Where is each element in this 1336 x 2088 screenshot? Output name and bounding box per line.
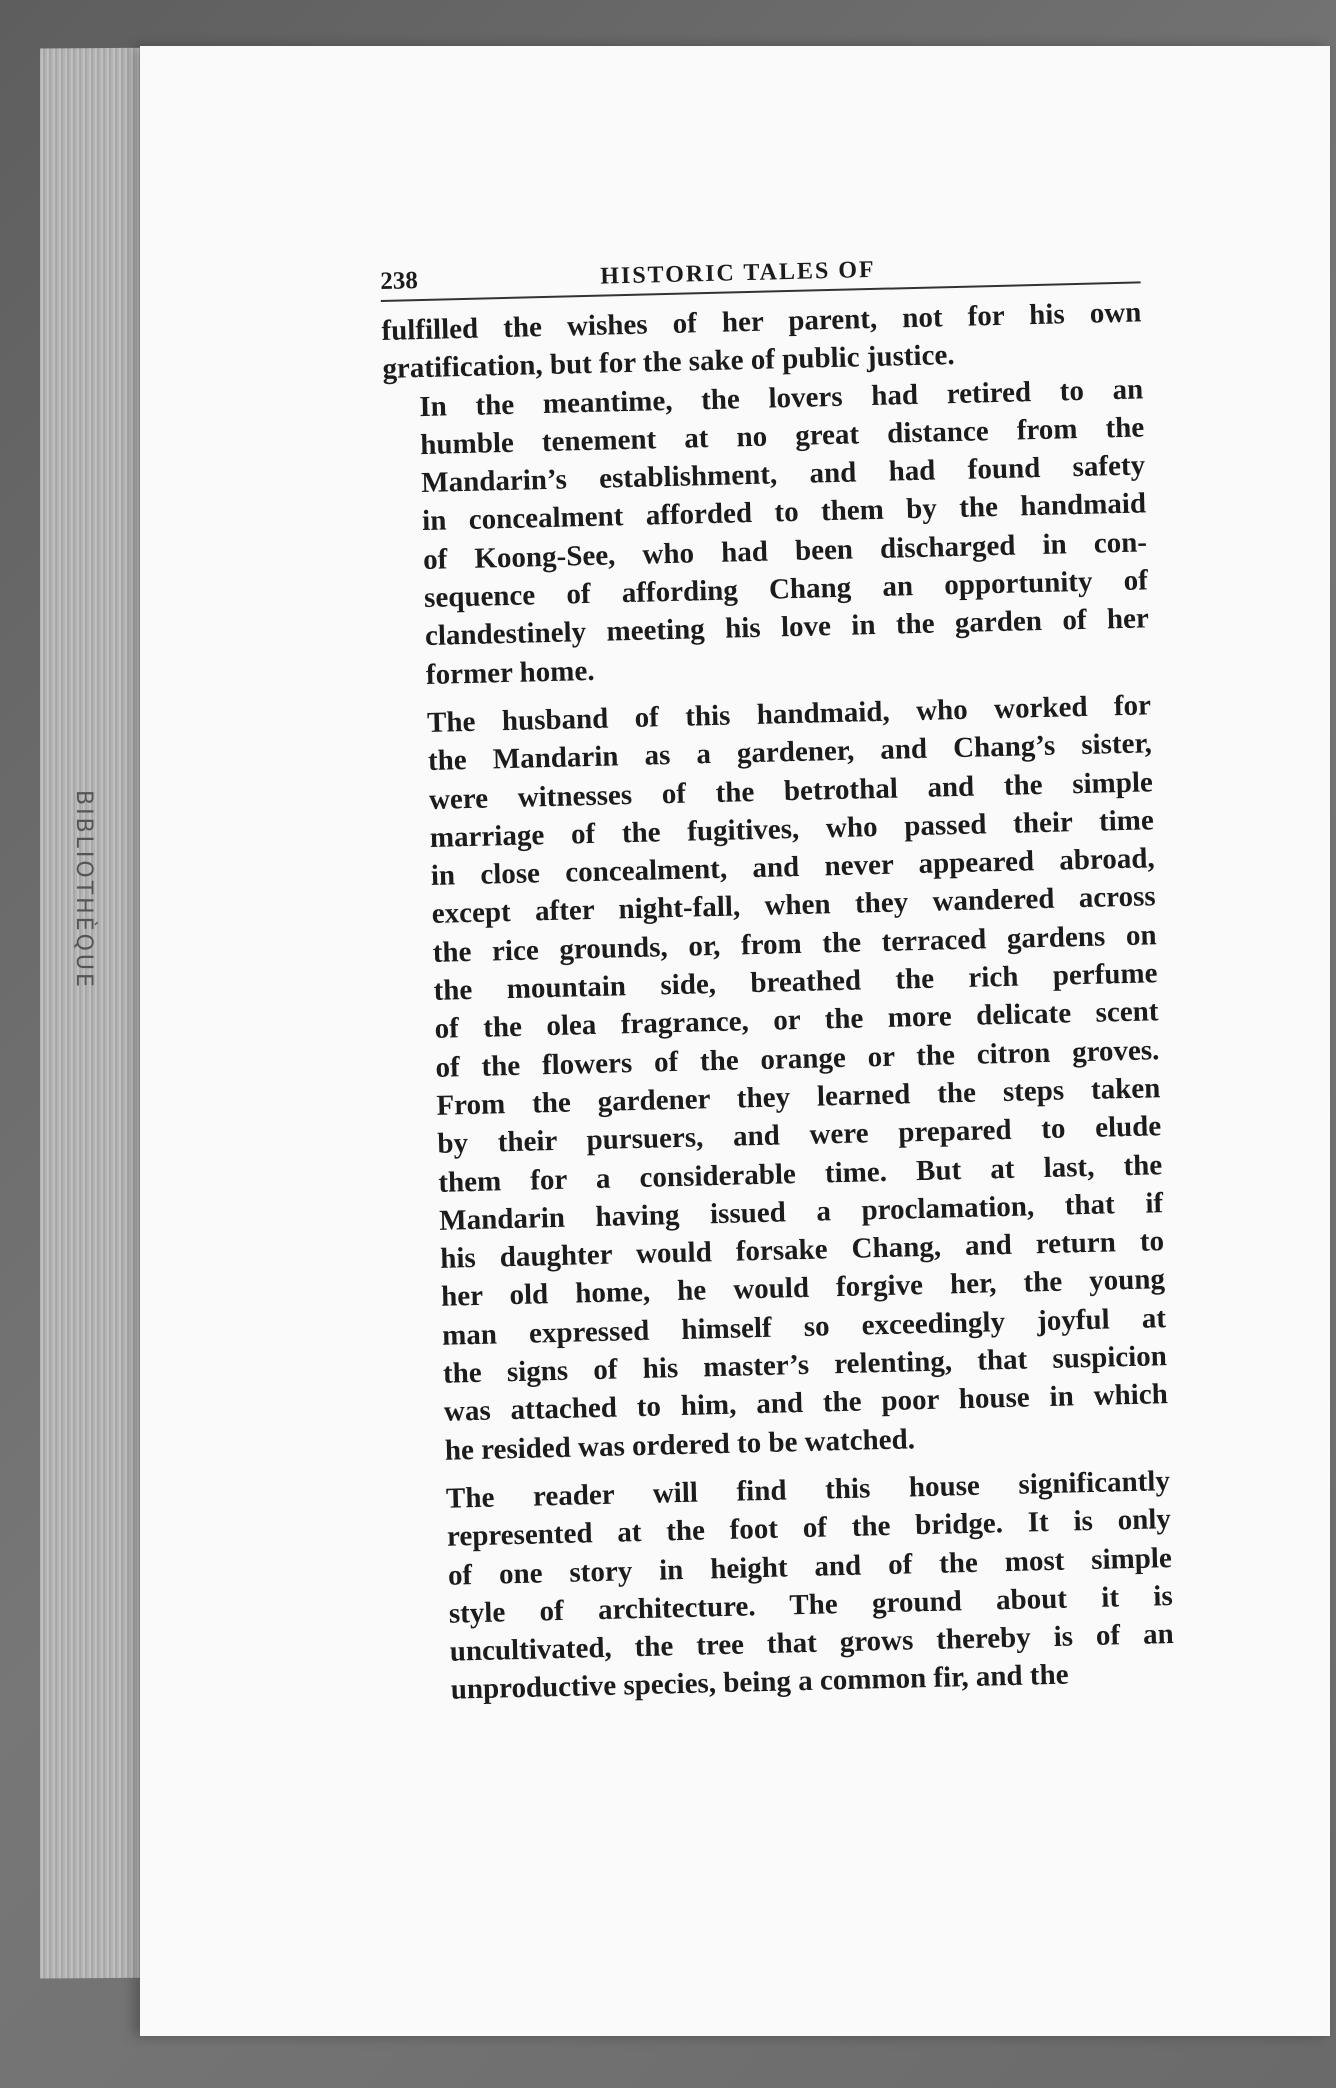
text-line: were witnesses of the betrothal and the simple bbox=[428, 765, 1154, 816]
text-line: man expressed himself so exceedingly joyful at bbox=[441, 1301, 1167, 1352]
text-line: by their pursuers, and were prepared to elude bbox=[437, 1110, 1162, 1161]
text-line: the rice grounds, or, from the terraced gardens on bbox=[432, 918, 1157, 969]
text-line: the signs of his master’s relenting, that suspicion bbox=[442, 1340, 1168, 1390]
text-line: marriage of the fugitives, who passed their time bbox=[429, 804, 1155, 854]
text-line: style of architecture. The ground about it is bbox=[448, 1579, 1174, 1630]
text-line: former home. bbox=[425, 654, 595, 691]
text-line: was attached to him, and the poor house in which bbox=[443, 1378, 1169, 1429]
text-line: them for a considerable time. But at last, the bbox=[437, 1148, 1163, 1199]
text-line: uncultivated, the tree that grows thereby is of an bbox=[449, 1618, 1175, 1668]
text-line: except after night-fall, when they wandered across bbox=[431, 880, 1156, 931]
text-line: unproductive species, being a common fir, and the bbox=[450, 1658, 1069, 1707]
text-line: The reader will find this house significantly bbox=[445, 1464, 1171, 1515]
paragraph-2 bbox=[383, 370, 1150, 695]
text-line: the mountain side, breathed the rich perfume bbox=[433, 957, 1158, 1007]
text-line: The husband of this handmaid, who worked for bbox=[426, 689, 1152, 739]
text-line: the Mandarin as a gardener, and Chang’s sister, bbox=[427, 727, 1153, 778]
text-line: From the gardener they learned the steps taken bbox=[436, 1072, 1161, 1122]
paragraph-3 bbox=[391, 686, 1169, 1470]
text-line: humble tenement at no great distance from the bbox=[419, 411, 1145, 461]
running-head: HISTORIC TALES OF bbox=[599, 256, 876, 290]
text-line: sequence of affording Chang an opportunity of bbox=[423, 564, 1149, 615]
text-line: Mandarin’s establishment, and had found safety bbox=[420, 449, 1146, 500]
text-line: fulfilled the wishes of her parent, not for his own bbox=[381, 296, 1142, 347]
text-line: in close concealment, and never appeared abroad, bbox=[430, 842, 1156, 893]
library-stamp: BIBLIOTHÈQUE bbox=[71, 790, 96, 990]
text-line: clandestinely meeting his love in the garden of her bbox=[424, 602, 1150, 653]
text-line: his daughter would forsake Chang, and return to bbox=[439, 1225, 1165, 1275]
text-line: represented at the foot of the bridge. It is only bbox=[446, 1503, 1172, 1553]
text-line: gratification, but for the sake of public justice. bbox=[382, 339, 955, 386]
page-number: 238 bbox=[380, 267, 419, 295]
text-line: of the flowers of the orange or the citron groves. bbox=[435, 1033, 1160, 1084]
text-line: of the olea fragrance, or the more delicate scent bbox=[434, 995, 1159, 1046]
text-line: he resided was ordered to be watched. bbox=[444, 1422, 916, 1467]
text-line: in concealment afforded to them by the handmaid bbox=[421, 487, 1147, 538]
text-line: her old home, he would forgive her, the young bbox=[440, 1263, 1166, 1314]
text-line: Mandarin having issued a proclamation, that if bbox=[438, 1186, 1164, 1237]
text-block bbox=[380, 249, 1175, 1710]
text-line: In the meantime, the lovers had retired to an bbox=[419, 372, 1144, 423]
text-line: of one story in height and of the most simple bbox=[447, 1541, 1173, 1592]
text-line: of Koong-See, who had been discharged in con- bbox=[422, 526, 1148, 576]
paragraph-4 bbox=[410, 1462, 1175, 1710]
